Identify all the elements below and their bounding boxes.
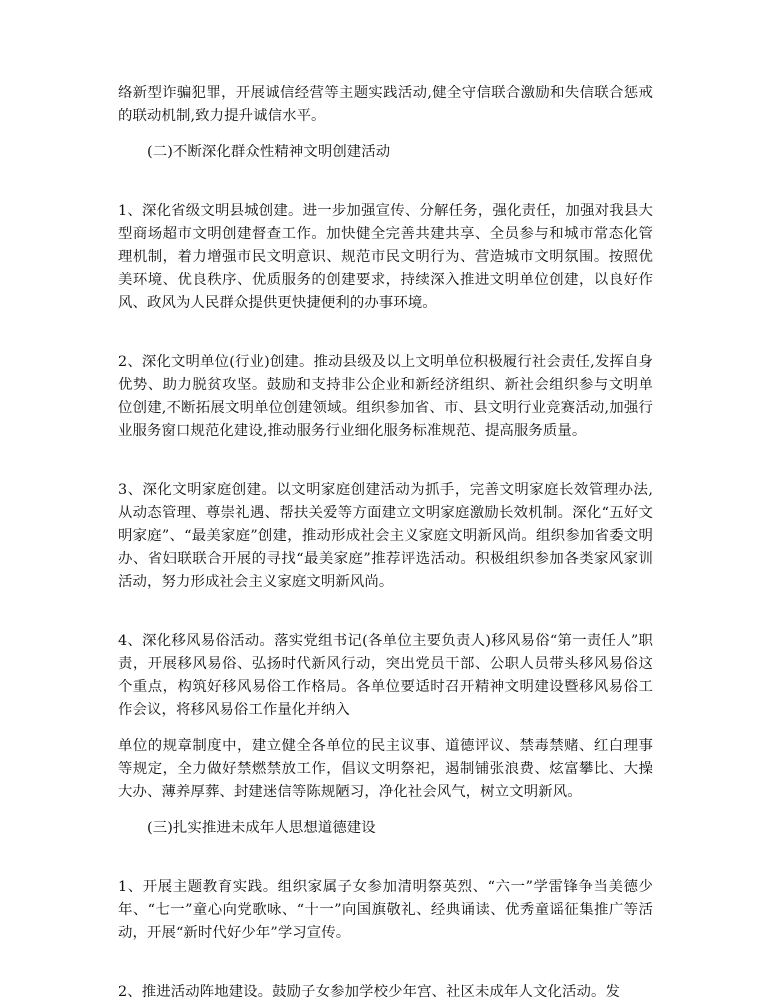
document-page	[118, 82, 653, 1004]
section-heading-two: (二)不断深化群众性精神文明创建活动	[147, 144, 391, 160]
paragraph-civilized-family: 3、深化文明家庭创建。以文明家庭创建活动为抓手，完善文明家庭长效管理办法,从动态管理、尊崇礼遇、帮扶关爱等方面建立文明家庭激励长效机制。深化“五好文明家庭”、“最美家庭”创建，推动形成社会主义家庭文明新风尚。组织参加省委文明办、省妇联联合开展的寻找“最美家庭”推荐评选活动。积极组织参加各类家风家训活动，努力形成社会主义家庭文明新风尚。	[118, 482, 653, 590]
section-heading-three: (三)扎实推进未成年人思想道德建设	[147, 820, 376, 836]
paragraph-civilized-unit: 2、深化文明单位(行业)创建。推动县级及以上文明单位积极履行社会责任,发挥自身优势、助力脱贫攻坚。鼓励和支持非公企业和新经济组织、新社会组织参与文明单位创建,不断拓展文明单位创建领域。组织参加省、市、县文明行业竞赛活动,加强行业服务窗口规范化建设,推动服务行业细化服务标准规范、提高服务质量。	[118, 354, 653, 439]
paragraph-customs-reform: 4、深化移风易俗活动。落实党组书记(各单位主要负责人)移风易俗“第一责任人”职责，开展移风易俗、弘扬时代新风行动，突出党员干部、公职人员带头移风易俗这个重点，构筑好移风易俗工作格局。各单位要适时召开精神文明建设暨移风易俗工作会议，将移风易俗工作量化并纳入	[118, 633, 653, 718]
paragraph-customs-reform-continued: 单位的规章制度中，建立健全各单位的民主议事、道德评议、禁毒禁赌、红白理事等规定，全力做好禁燃禁放工作，倡议文明祭祀，遏制铺张浪费、炫富攀比、大操大办、薄养厚葬、封建迷信等陈规陋习，净化社会风气，树立文明新风。	[118, 738, 653, 800]
paragraph-activity-venues: 2、推进活动阵地建设。鼓励子女参加学校少年宫、社区未成年人文化活动。发	[118, 984, 620, 1000]
paragraph-theme-education: 1、开展主题教育实践。组织家属子女参加清明祭英烈、“六一”学雷锋争当美德少年、“七一”童心向党歌咏、“十一”向国旗敬礼、经典诵读、优秀童谣征集推广等活动，开展“新时代好少年”学习宣传。	[118, 879, 653, 941]
paragraph-civilized-county: 1、深化省级文明县城创建。进一步加强宣传、分解任务，强化责任，加强对我县大型商场超市文明创建督查工作。加快健全完善共建共享、全员参与和城市常态化管理机制，着力增强市民文明意识、规范市民文明行为、营造城市文明氛围。按照优美环境、优良秩序、优质服务的创建要求，持续深入推进文明单位创建，以良好作风、政风为人民群众提供更快捷便利的办事环境。	[118, 203, 653, 311]
paragraph-honesty-continued: 络新型诈骗犯罪，开展诚信经营等主题实践活动,健全守信联合激励和失信联合惩戒的联动机制,致力提升诚信水平。	[118, 85, 653, 124]
